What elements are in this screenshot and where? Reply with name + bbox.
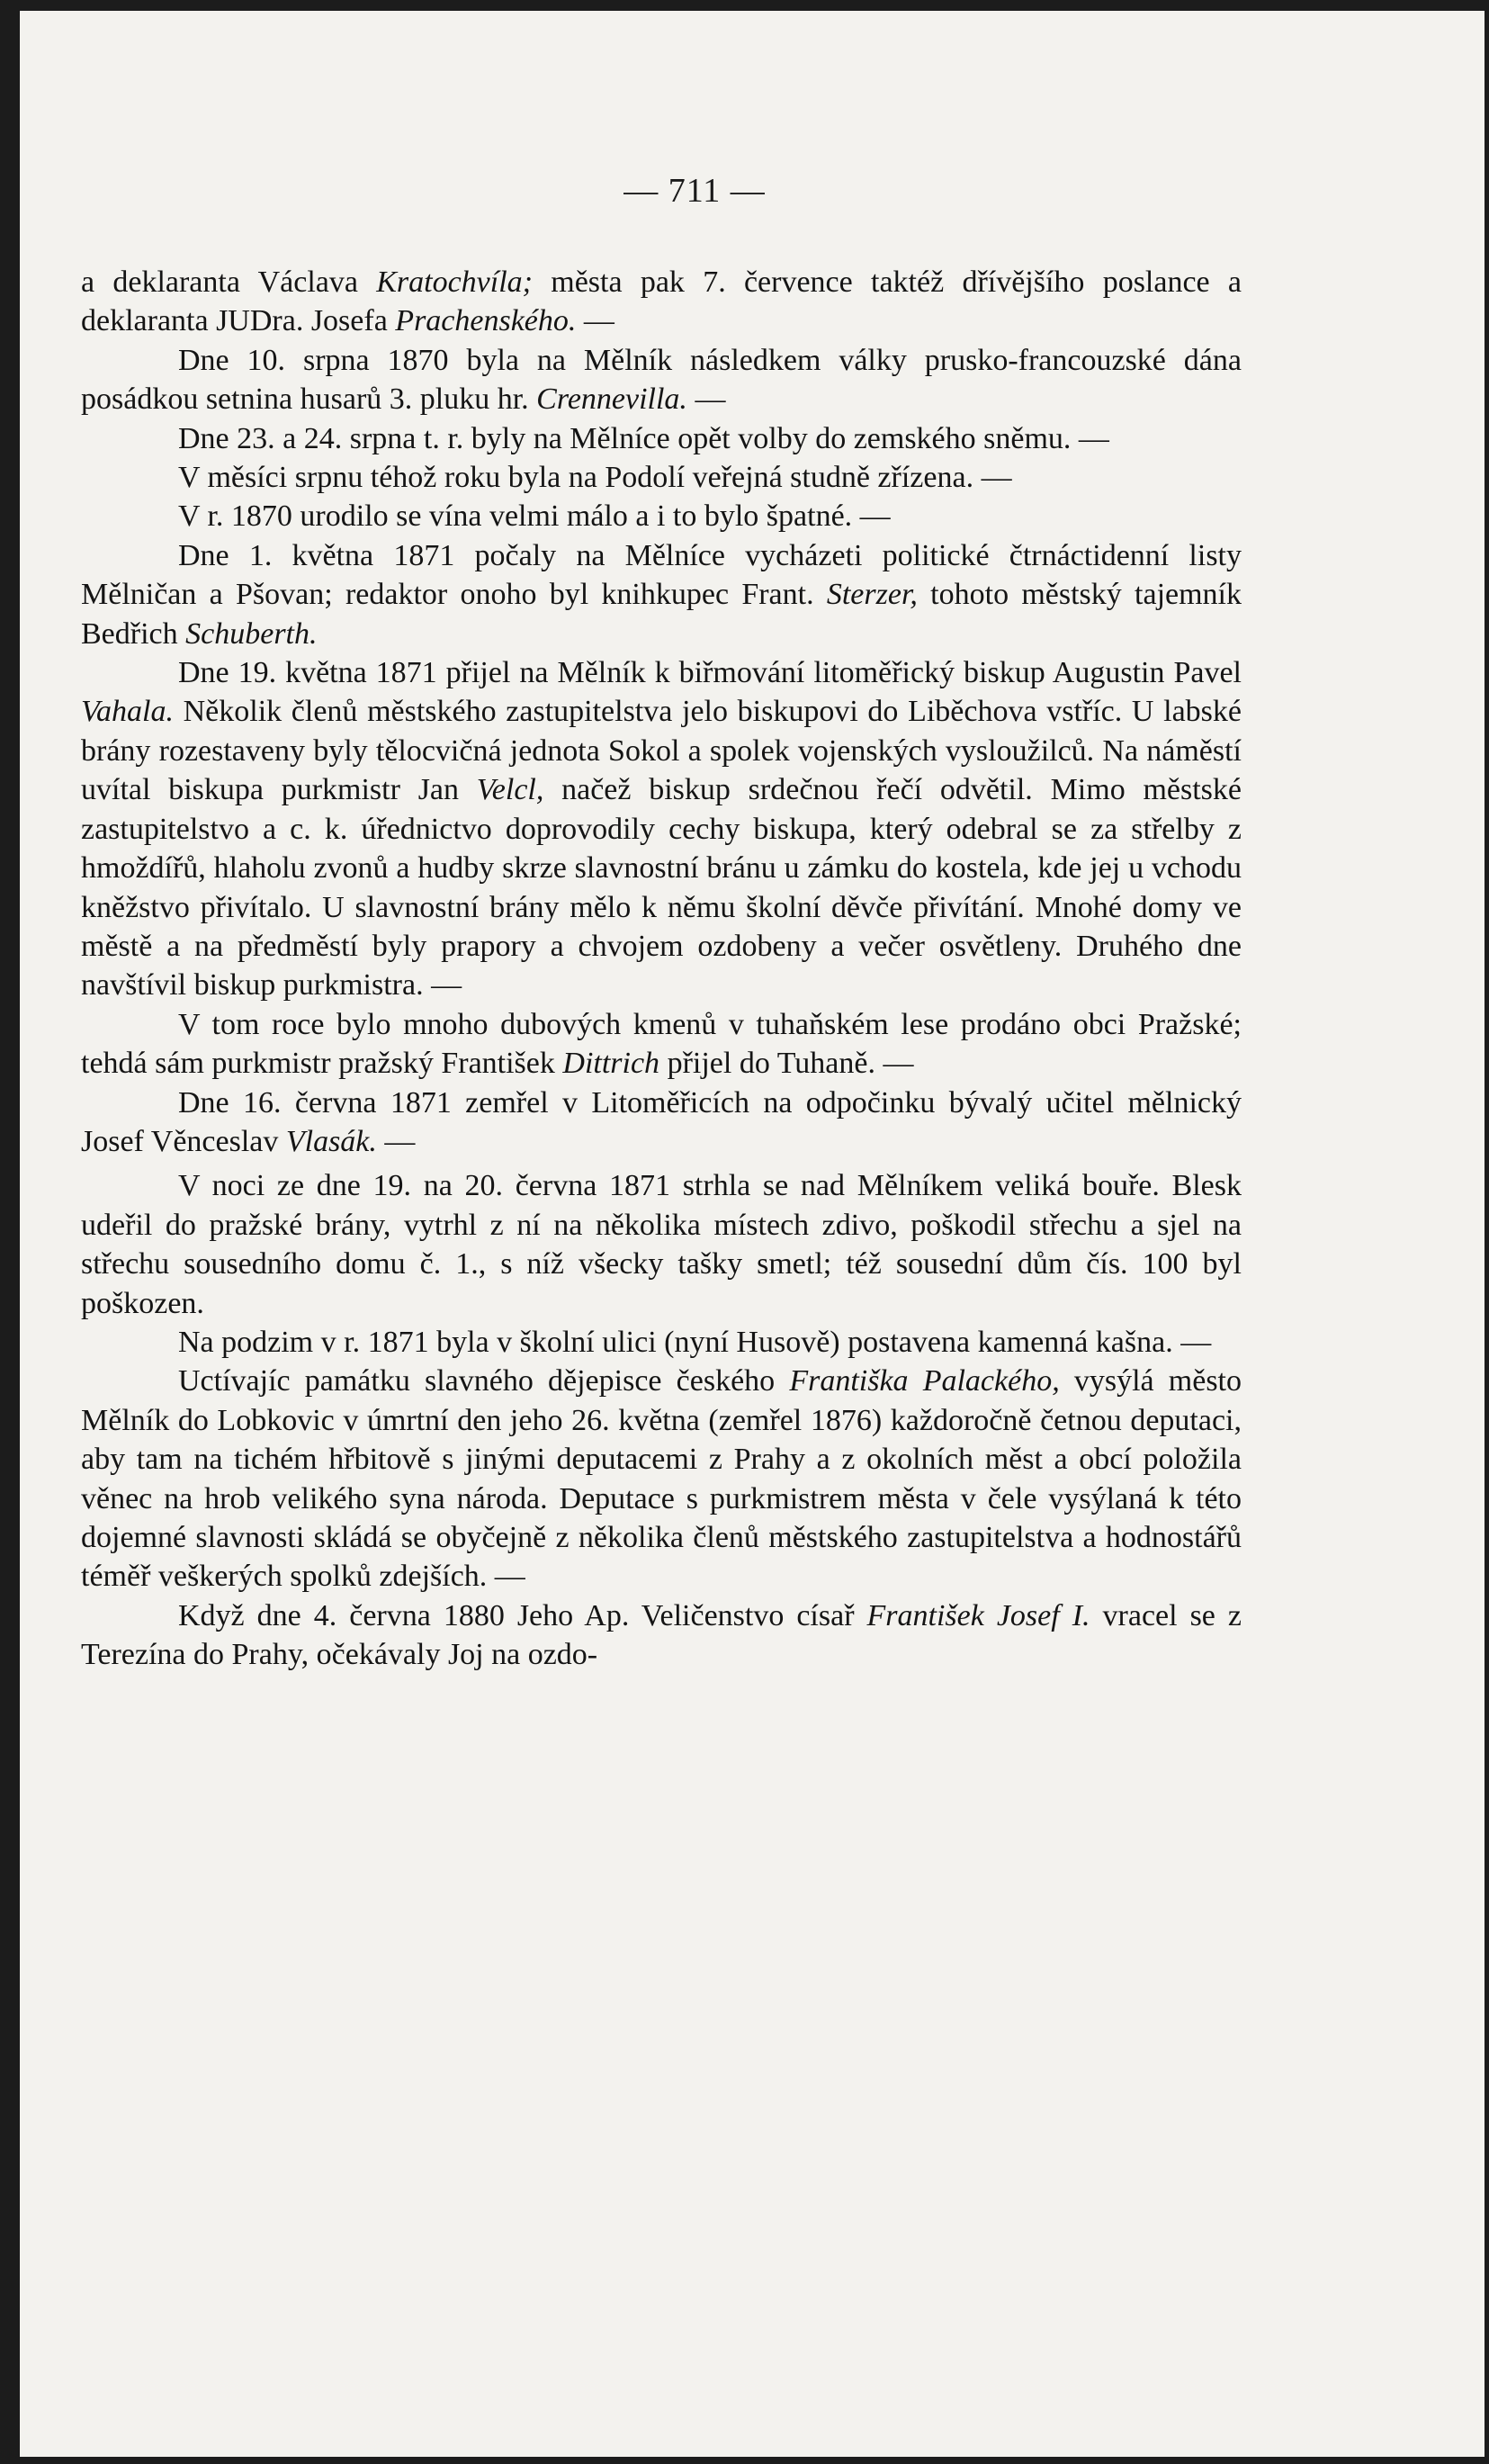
text-run: Dne 19. května 1871 přijel na Mělník k biřmování litoměřický biskup Augustin Pavel (178, 656, 1242, 690)
italic-name: Sterzer, (826, 578, 918, 612)
paragraph (81, 341, 1242, 419)
text-run: Uctívajíc památku slavného dějepisce českého (178, 1364, 790, 1398)
italic-name: Kratochvíla; (376, 265, 533, 299)
paragraph (81, 419, 1242, 458)
italic-name: Vlasák. (285, 1124, 377, 1158)
italic-name: Dittrich (562, 1047, 660, 1081)
paragraph (81, 458, 1242, 497)
text-run: a deklaranta Václava (81, 265, 377, 299)
text-run: Dne 1. května 1871 počaly na Mělníce vycházeti politické čtrnáctidenní listy Mělničan a Pšovan; redaktor onoho byl knihkupec Frant. (81, 538, 1242, 612)
text-run: vysýlá město Mělník do Lobkovic v úmrtní den jeho 26. května (zemřel 1876) každoročně četnou deputaci, aby tam na tichém hřbitově s jinými deputacemi z Prahy a z okolních měst a obcí položila věnec na hrob velikého syna národa. Deputace s purkmistrem města v čele vysýlaná k této dojemné slavnosti skládá se obyčejně z několika členů městského zastupitelstva a hodnostářů téměř veškerých spolků zdejších. — (81, 1364, 1242, 1594)
text-run: V tom roce bylo mnoho dubových kmenů v tuhaňském lese prodáno obci Pražské; tehdá sám purkmistr pražský František (81, 1007, 1242, 1081)
text-run: přijel do Tuhaně. — (659, 1047, 914, 1081)
paragraph (81, 1323, 1242, 1362)
text-run: Dne 10. srpna 1870 byla na Mělník následkem války prusko-francouzské dána posádkou setnina husarů 3. pluku hr. (81, 343, 1242, 417)
text-run: Několik členů městského zastupitelstva jelo biskupovi do Liběchova vstříc. U labské brány rozestaveny byly tělocvičná jednota Sokol a spolek vojenských vysloužilců. Na náměstí uvítal biskupa purkmistr Jan (81, 695, 1242, 807)
text-run: — (576, 304, 614, 338)
body-text (81, 263, 1242, 1675)
text-run: — (376, 1124, 416, 1158)
text-run: Dne 16. června 1871 zemřel v Litoměřicích na odpočinku bývalý učitel mělnický Josef Věnceslav (81, 1085, 1242, 1158)
text-run: vracel se z Terezína do Prahy, očekávaly Joj na ozdo- (81, 1598, 1242, 1672)
paragraph (81, 536, 1242, 653)
page-number: — 711 — (623, 172, 766, 210)
paragraph (81, 497, 1242, 535)
text-run: Když dne 4. června 1880 Jeho Ap. Veličenstvo císař (178, 1598, 867, 1632)
paragraph (81, 1084, 1242, 1162)
italic-name: Crennevilla. (536, 382, 687, 417)
italic-name: Františka Palackého, (789, 1364, 1060, 1398)
paragraph (81, 1596, 1242, 1675)
text-run: V měsíci srpnu téhož roku byla na Podolí veřejná studně zřízena. — (178, 461, 1012, 495)
text-run: V noci ze dne 19. na 20. června 1871 strhla se nad Mělníkem veliká bouře. Blesk udeřil do pražské brány, vytrhl z ní na několika místech zdivo, poškodil střechu a sjel na střechu sousedního domu č. 1., s níž všecky tašky smetl; též sousední dům čís. 100 byl poškozen. (81, 1169, 1242, 1320)
italic-name: Vahala. (81, 695, 174, 729)
italic-name: František Josef I. (866, 1598, 1090, 1632)
text-run: Dne 23. a 24. srpna t. r. byly na Mělníce opět volby do zemského sněmu. — (178, 421, 1109, 455)
paragraph (81, 1362, 1242, 1596)
text-run: načež biskup srdečnou řečí odvětil. Mimo městské zastupitelstvo a c. k. úřednictvo doprovodily cechy biskupa, který odebral se za střelby z hmoždířů, hlaholu zvonů a hudby skrze slavnostní bránu u zámku do kostela, kde jej u vchodu kněžstvo přivítalo. U slavnostní brány mělo k němu školní děvče přivítání. Mnohé domy ve městě a na předměstí byly prapory a chvojem ozdobeny a večer osvětleny. Druhého dne navštívil biskup purkmistra. — (81, 773, 1242, 1003)
paragraph (81, 1005, 1242, 1084)
paragraph (81, 1166, 1242, 1323)
text-run: Na podzim v r. 1871 byla v školní ulici (nyní Husově) postavena kamenná kašna. — (178, 1325, 1212, 1359)
italic-name: Prachenského. (395, 304, 577, 338)
italic-name: Velcl, (476, 773, 544, 807)
text-run: tohoto městský tajemník Bedřich (81, 578, 1242, 651)
paragraph (81, 263, 1242, 341)
text-run: — (686, 382, 726, 417)
italic-name: Schuberth. (185, 616, 318, 651)
scanned-page (20, 11, 1485, 2457)
text-run: města pak 7. července taktéž dřívějšího poslance a deklaranta JUDra. Josefa (81, 265, 1242, 338)
text-run: V r. 1870 urodilo se vína velmi málo a i to bylo špatné. — (178, 499, 891, 534)
paragraph (81, 653, 1242, 1005)
